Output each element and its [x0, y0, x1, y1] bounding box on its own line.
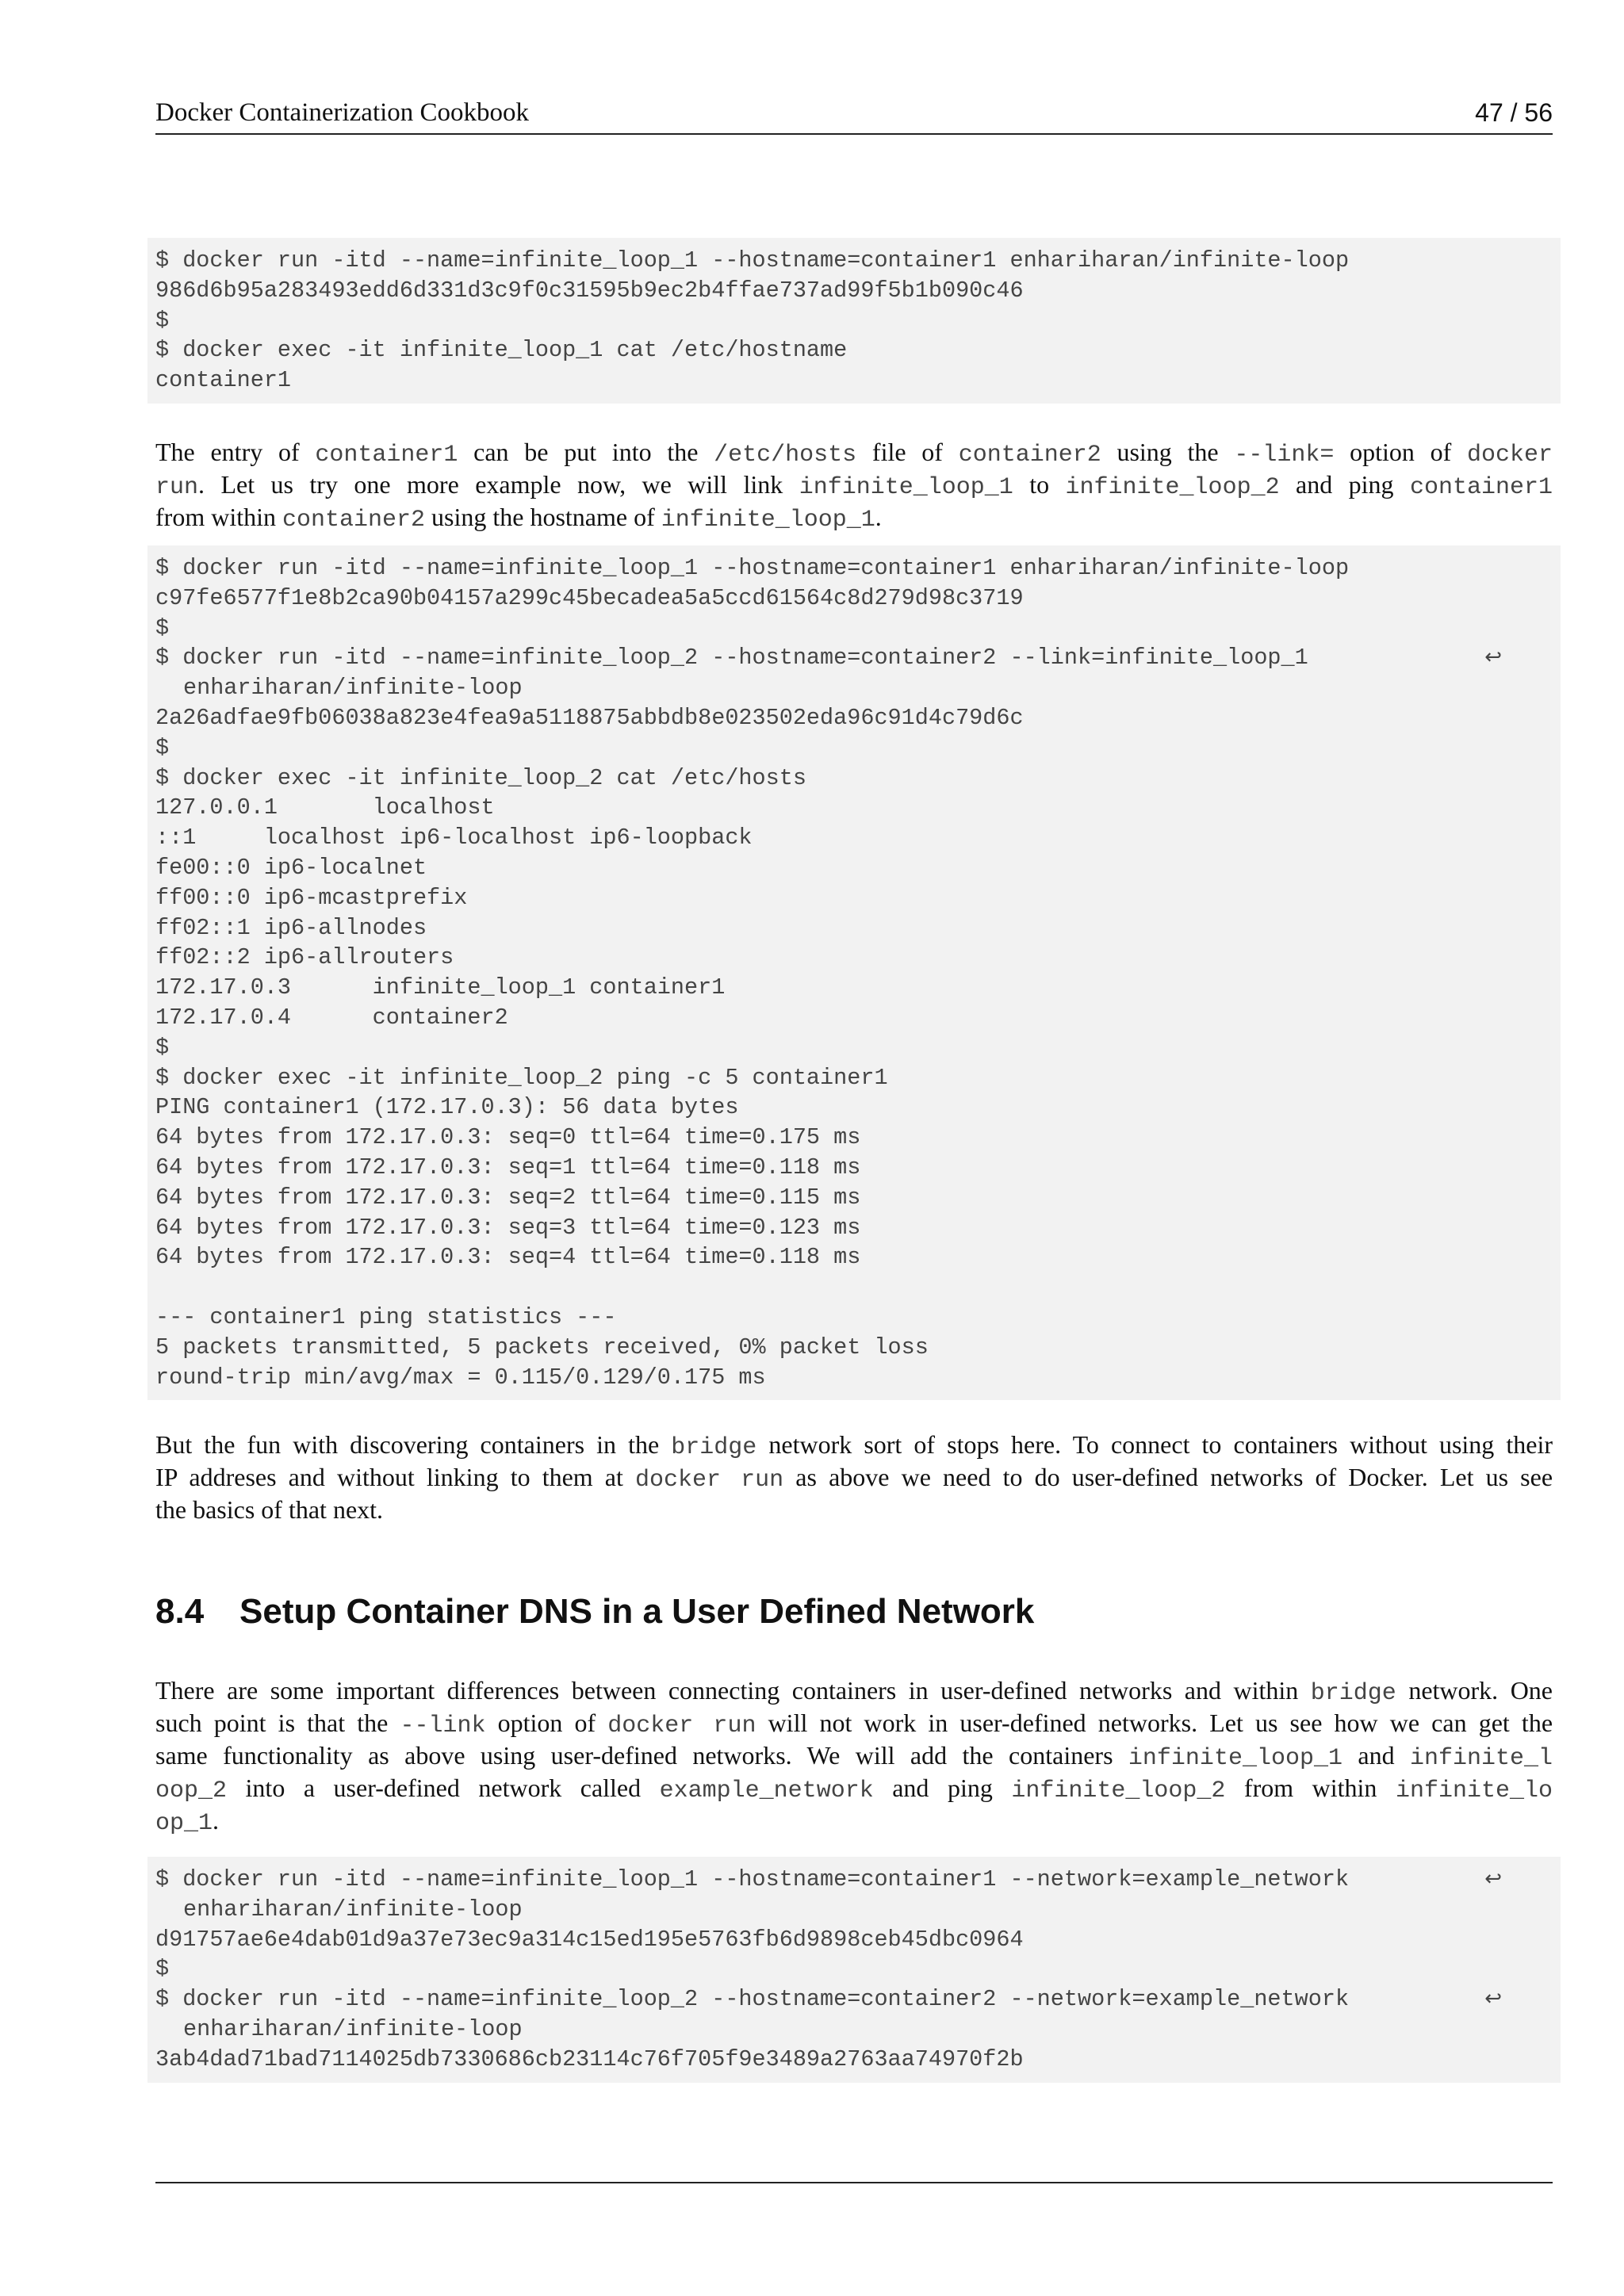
code-line: $: [155, 734, 170, 761]
code-line: $: [155, 614, 170, 641]
code-line: ff02::1 ip6-allnodes: [155, 914, 427, 941]
code-line: $ docker run -itd --name=infinite_loop_1 --hostname=container1 enhariharan/infinite-loop: [155, 555, 1350, 581]
code-line: 127.0.0.1 localhost: [155, 794, 495, 821]
code-line: $ docker run -itd --name=infinite_loop_2 --hostname=container2 --network=example_network ↩: [147, 1984, 1561, 2015]
code-line: [147, 1272, 1561, 1303]
page-number: 47 / 56: [1475, 98, 1553, 127]
code-block-hostname: [147, 238, 1561, 404]
code-line: d91757ae6e4dab01d9a37e73ec9a314c15ed195e5763fb6d9898ceb45dbc0964: [155, 1926, 1024, 1953]
code-line: enhariharan/infinite-loop: [183, 1896, 523, 1923]
code-line: 64 bytes from 172.17.0.3: seq=3 ttl=64 time=0.123 ms: [155, 1214, 861, 1241]
code-line: 64 bytes from 172.17.0.3: seq=4 ttl=64 time=0.118 ms: [155, 1244, 861, 1271]
section-heading: [155, 1590, 1034, 1634]
code-line: $: [155, 307, 170, 334]
code-line: $ docker exec -it infinite_loop_2 ping -c 5 container1: [155, 1064, 888, 1091]
code-line: 172.17.0.4 container2: [155, 1004, 508, 1031]
code-line: round-trip min/avg/max = 0.115/0.129/0.175 ms: [155, 1364, 766, 1391]
section-number: 8.4: [155, 1592, 205, 1631]
line-wrap-icon: ↩: [1484, 1867, 1502, 1891]
code-line: $ docker run -itd --name=infinite_loop_2 --hostname=container2 --link=infinite_loop_1 ↩: [147, 643, 1561, 673]
section-title-text: Setup Container DNS in a User Defined Network: [239, 1592, 1035, 1631]
code-block-link-ping: [147, 545, 1561, 1400]
line-wrap-icon: ↩: [1484, 1987, 1502, 2011]
code-line: 3ab4dad71bad7114025db7330686cb23114c76f705f9e3489a2763aa74970f2b: [155, 2045, 1024, 2072]
code-line: $: [155, 1956, 170, 1983]
code-line: 986d6b95a283493edd6d331d3c9f0c31595b9ec2b4ffae737ad99f5b1b090c46: [155, 277, 1024, 304]
code-line: c97fe6577f1e8b2ca90b04157a299c45becadea5a5ccd61564c8d279d98c3719: [155, 584, 1024, 611]
code-line: ff00::0 ip6-mcastprefix: [155, 884, 468, 911]
line-wrap-icon: ↩: [1484, 645, 1502, 670]
book-title: Docker Containerization Cookbook: [155, 98, 530, 127]
code-line: 172.17.0.3 infinite_loop_1 container1: [155, 974, 726, 1001]
code-line: container1: [155, 367, 292, 394]
paragraph-bridge-limit: But the fun with discovering containers in the bridge network sort of stops here. To connect to containers without using their IP addreses and without linking to them at docker run as above we need to do user-defined networks of Docker. Let us see the basics of that next.: [155, 1430, 1553, 1524]
code-line: PING container1 (172.17.0.3): 56 data bytes: [155, 1094, 739, 1121]
code-line: $: [155, 1034, 170, 1061]
code-line: 64 bytes from 172.17.0.3: seq=1 ttl=64 time=0.118 ms: [155, 1154, 861, 1181]
code-line: enhariharan/infinite-loop: [183, 2015, 523, 2042]
paragraph-user-networks: There are some important differences between connecting containers in user-defined networks and within bridge network. One such point is that the --link option of docker run will not work in user-defined networks. Let us see how we can get the same functionality as above using user-defined networks. We will add the containers infinite_loop_1 and infinite_l oop_2 into a user-defined network called example_network and ping infinite_loop_2 from within infinite_lo op_1.: [155, 1676, 1553, 1837]
code-line: 5 packets transmitted, 5 packets received, 0% packet loss: [155, 1334, 929, 1360]
code-line: ::1 localhost ip6-localhost ip6-loopback: [155, 825, 753, 851]
page-header: [155, 97, 1553, 135]
code-line: enhariharan/infinite-loop: [183, 675, 523, 702]
code-line: $ docker run -itd --name=infinite_loop_1 --hostname=container1 enhariharan/infinite-loop: [155, 247, 1350, 274]
code-line: $ docker run -itd --name=infinite_loop_1 --hostname=container1 --network=example_network ↩: [147, 1865, 1561, 1895]
code-block-user-network: [147, 1857, 1561, 2083]
code-line: 64 bytes from 172.17.0.3: seq=0 ttl=64 time=0.175 ms: [155, 1124, 861, 1151]
footer-rule: [155, 2182, 1553, 2183]
code-line: $ docker exec -it infinite_loop_2 cat /etc/hosts: [155, 764, 806, 791]
paragraph-link-intro: The entry of container1 can be put into the /etc/hosts file of container2 using the --link= option of docker run. Let us try one more example now, we will link infinite_loop_1 to infinite_loop_2 and ping container1 from within container2 using the hostname of infinite_loop_1.: [155, 438, 1553, 534]
code-line: $ docker exec -it infinite_loop_1 cat /etc/hostname: [155, 337, 848, 364]
code-line: 64 bytes from 172.17.0.3: seq=2 ttl=64 time=0.115 ms: [155, 1184, 861, 1211]
code-line: fe00::0 ip6-localnet: [155, 854, 427, 881]
document-page: [155, 0, 1553, 2296]
code-line: 2a26adfae9fb06038a823e4fea9a5118875abbdb8e023502eda96c91d4c79d6c: [155, 704, 1024, 731]
code-line: --- container1 ping statistics ---: [155, 1303, 617, 1330]
code-line: ff02::2 ip6-allrouters: [155, 944, 454, 971]
